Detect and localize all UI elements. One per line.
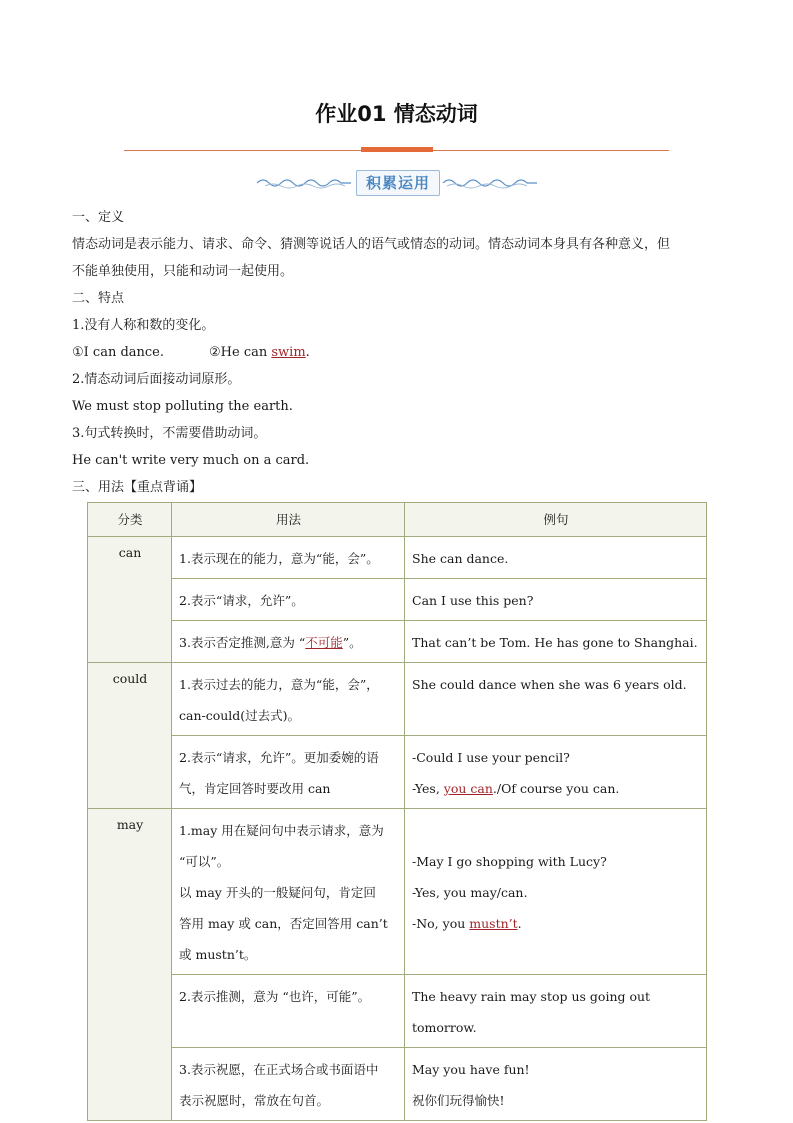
example-cell: [405, 809, 707, 975]
usage-line: 3.表示祝愿，在正式场合或书面语中: [179, 1062, 379, 1077]
definition-text-line-1: 情态动词是表示能力、请求、命令、猜测等说话人的语气或情态的动词。情态动词本身具有各种意义，但: [72, 237, 671, 252]
table-row: [88, 809, 707, 975]
usage-cell: 2.表示推测，意为 “也许，可能”。: [172, 975, 405, 1048]
table-row: [88, 579, 707, 621]
page-title: 作业01 情态动词: [315, 102, 478, 126]
document-body: [72, 204, 732, 501]
usage-line: can-could(过去式)。: [179, 708, 301, 723]
feature-1-example-a: ①I can dance.: [72, 345, 165, 360]
example-highlight: mustn’t: [469, 916, 518, 931]
example-line: -May I go shopping with Lucy?: [412, 854, 607, 869]
usage-line: 以 may 开头的一般疑问句，肯定回: [179, 885, 376, 900]
usage-line: 或 mustn’t。: [179, 947, 257, 962]
usage-line: 1.may 用在疑问句中表示请求，意为: [179, 823, 384, 838]
table-header-row: [88, 503, 707, 537]
feature-2: 2.情态动词后面接动词原形。: [72, 372, 241, 387]
example-line: May you have fun!: [412, 1062, 530, 1077]
usage-line: 气，肯定回答时要改用 can: [179, 781, 331, 796]
table-header-example: 例句: [405, 503, 707, 537]
table-row: [88, 975, 707, 1048]
usage-line: 2.表示“请求，允许”。更加委婉的语: [179, 750, 379, 765]
wave-decoration-left-icon: [255, 174, 353, 190]
example-cell: [405, 1048, 707, 1121]
usage-line: 表示祝愿时，常放在句首。: [179, 1093, 330, 1108]
example-text-end: .: [517, 916, 522, 931]
usage-text-end: ”。: [342, 635, 362, 650]
usage-cell: [172, 1048, 405, 1121]
usage-table: [87, 502, 707, 1121]
feature-2-example: We must stop polluting the earth.: [72, 399, 293, 414]
category-may: may: [88, 809, 172, 1121]
table-header-category: 分类: [88, 503, 172, 537]
title-divider-accent: [361, 147, 433, 152]
table-row: [88, 537, 707, 579]
example-cell: The heavy rain may stop us going out tomorrow.: [405, 975, 707, 1048]
example-line: -Could I use your pencil?: [412, 750, 570, 765]
definition-text-line-2: 不能单独使用，只能和动词一起使用。: [72, 264, 294, 279]
table-row: [88, 621, 707, 663]
definition-heading: 一、定义: [72, 210, 125, 225]
category-can: can: [88, 537, 172, 663]
example-cell: She can dance.: [405, 537, 707, 579]
example-cell: That can’t be Tom. He has gone to Shanghai.: [405, 621, 707, 663]
usage-heading: 三、用法【重点背诵】: [72, 480, 203, 495]
feature-1: 1.没有人称和数的变化。: [72, 318, 215, 333]
example-line: 祝你们玩得愉快!: [412, 1093, 505, 1108]
usage-cell: [172, 663, 405, 736]
usage-line: 答用 may 或 can，否定回答用 can’t: [179, 916, 388, 931]
section-badge: 积累运用: [356, 170, 440, 196]
feature-1-examples: [72, 339, 732, 366]
usage-cell: [172, 809, 405, 975]
table-row: [88, 1048, 707, 1121]
example-cell: Can I use this pen?: [405, 579, 707, 621]
feature-3-example: He can't write very much on a card.: [72, 453, 310, 468]
feature-3: 3.句式转换时，不需要借助动词。: [72, 426, 267, 441]
table-row: [88, 663, 707, 736]
feature-1-example-b-prefix: ②He can: [209, 345, 272, 360]
usage-cell: 1.表示现在的能力，意为“能，会”。: [172, 537, 405, 579]
section-badge-banner: [255, 170, 539, 198]
category-could: could: [88, 663, 172, 809]
usage-cell: 2.表示“请求，允许”。: [172, 579, 405, 621]
example-highlight: you can: [443, 781, 493, 796]
example-line: -Yes, you may/can.: [412, 885, 528, 900]
example-line: [412, 908, 700, 939]
table-header-usage: 用法: [172, 503, 405, 537]
feature-1-example-b-highlight: swim: [271, 345, 306, 360]
example-text: -Yes,: [412, 781, 444, 796]
usage-cell: [172, 621, 405, 663]
usage-line: “可以”。: [179, 854, 230, 869]
feature-1-example-b-suffix: .: [305, 345, 310, 360]
example-cell: [405, 736, 707, 809]
usage-highlight: 不可能: [305, 635, 343, 650]
example-text: -No, you: [412, 916, 470, 931]
table-row: [88, 736, 707, 809]
example-line: [412, 773, 700, 804]
example-text-end: ./Of course you can.: [492, 781, 620, 796]
example-cell: She could dance when she was 6 years old.: [405, 663, 707, 736]
wave-decoration-right-icon: [441, 174, 539, 190]
usage-text: 3.表示否定推测,意为 “: [179, 635, 306, 650]
usage-cell: [172, 736, 405, 809]
features-heading: 二、特点: [72, 291, 125, 306]
usage-line: 1.表示过去的能力，意为“能，会”，: [179, 677, 379, 692]
